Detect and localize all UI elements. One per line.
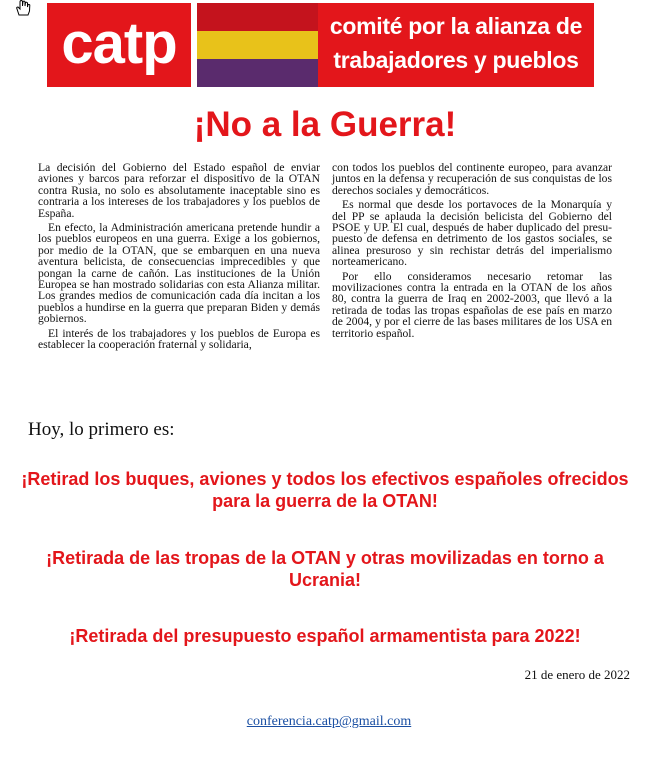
article-column-right — [332, 162, 612, 342]
article-column-left — [38, 162, 320, 354]
date: 21 de enero de 2022 — [524, 667, 630, 682]
article-paragraph: La decisión del Gobierno del Estado español de enviar aviones y barcos para reforzar el dispositivo de la OTAN contra Rusia, no solo es absolutamente inaceptable sino es contraria a los intereses de los trabajadores y los pueblos de España. — [38, 161, 320, 220]
demand-3: ¡Retirada del presupuesto español armamentista para 2022! — [69, 626, 581, 646]
logo-text: catp — [61, 11, 177, 76]
article-paragraph: El interés de los trabajadores y los pueblos de Europa es establecer la cooperación fraternal y solidaria, — [38, 326, 320, 352]
article-paragraph: Es normal que desde los portavoces de la Monarquía y del PP se aplauda la decisión belicista del Gobierno del PSOE y UP. El cual, después de haber duplicado del presu- puesto de defensa en detrimento de los gastos sociales, se alinea presuroso y sin rechistar detrás del imperialismo norteamericano. — [332, 198, 612, 269]
article-paragraph: con todos los pueblos del continente europeo, para avanzar juntos en la defensa y recuperación de sus conquistas de los derechos sociales y democráticos. — [332, 161, 612, 197]
org-name-line2: trabajadores y pueblos — [333, 47, 579, 73]
hand-pointer-icon — [14, 0, 32, 16]
article-paragraph: Por ello consideramos necesario retomar las movilizaciones contra la entrada en la OTAN de los años 80, contra la guerra de Iraq en 2002-2003, que llevó a la retirada de todas las tropas españolas de ese país en marzo de 2004, y por el cierre de las bases militares de los USA en territorio español. — [332, 269, 612, 340]
org-name-line1: comité por la alianza de — [329, 13, 583, 39]
org-name-box — [318, 3, 594, 87]
article-paragraph: En efecto, la Administración americana pretende hundir a los pueblos europeos en una guerra. Exige a los gobiernos, por medio de la OTAN, que se embarquen en una nueva aventura belicista, de consecuencias imprecedibles y que pongan la carne de cañón. Las instituciones de la Unión Europea se han mostrado solidarias con esta Alianza militar. Los grandes medios de comunicación cada día incitan a los pueblos a hundirse en la guerra que preparan Biden y demás gobiernos. — [38, 221, 320, 326]
demand-2: ¡Retirada de las tropas de la OTAN y otras movilizadas en torno a Ucrania! — [46, 548, 604, 590]
lead-text: Hoy, lo primero es: — [28, 419, 175, 440]
demand-1: ¡Retirad los buques, aviones y todos los efectivos españoles ofrecidos para la guerra de la OTAN! — [21, 469, 629, 511]
header-banner — [47, 3, 594, 87]
org-name — [318, 9, 594, 77]
logo — [47, 3, 191, 87]
email-link[interactable]: conferencia.catp@gmail.com — [246, 714, 412, 729]
page-title: ¡No a la Guerra! — [193, 105, 457, 144]
